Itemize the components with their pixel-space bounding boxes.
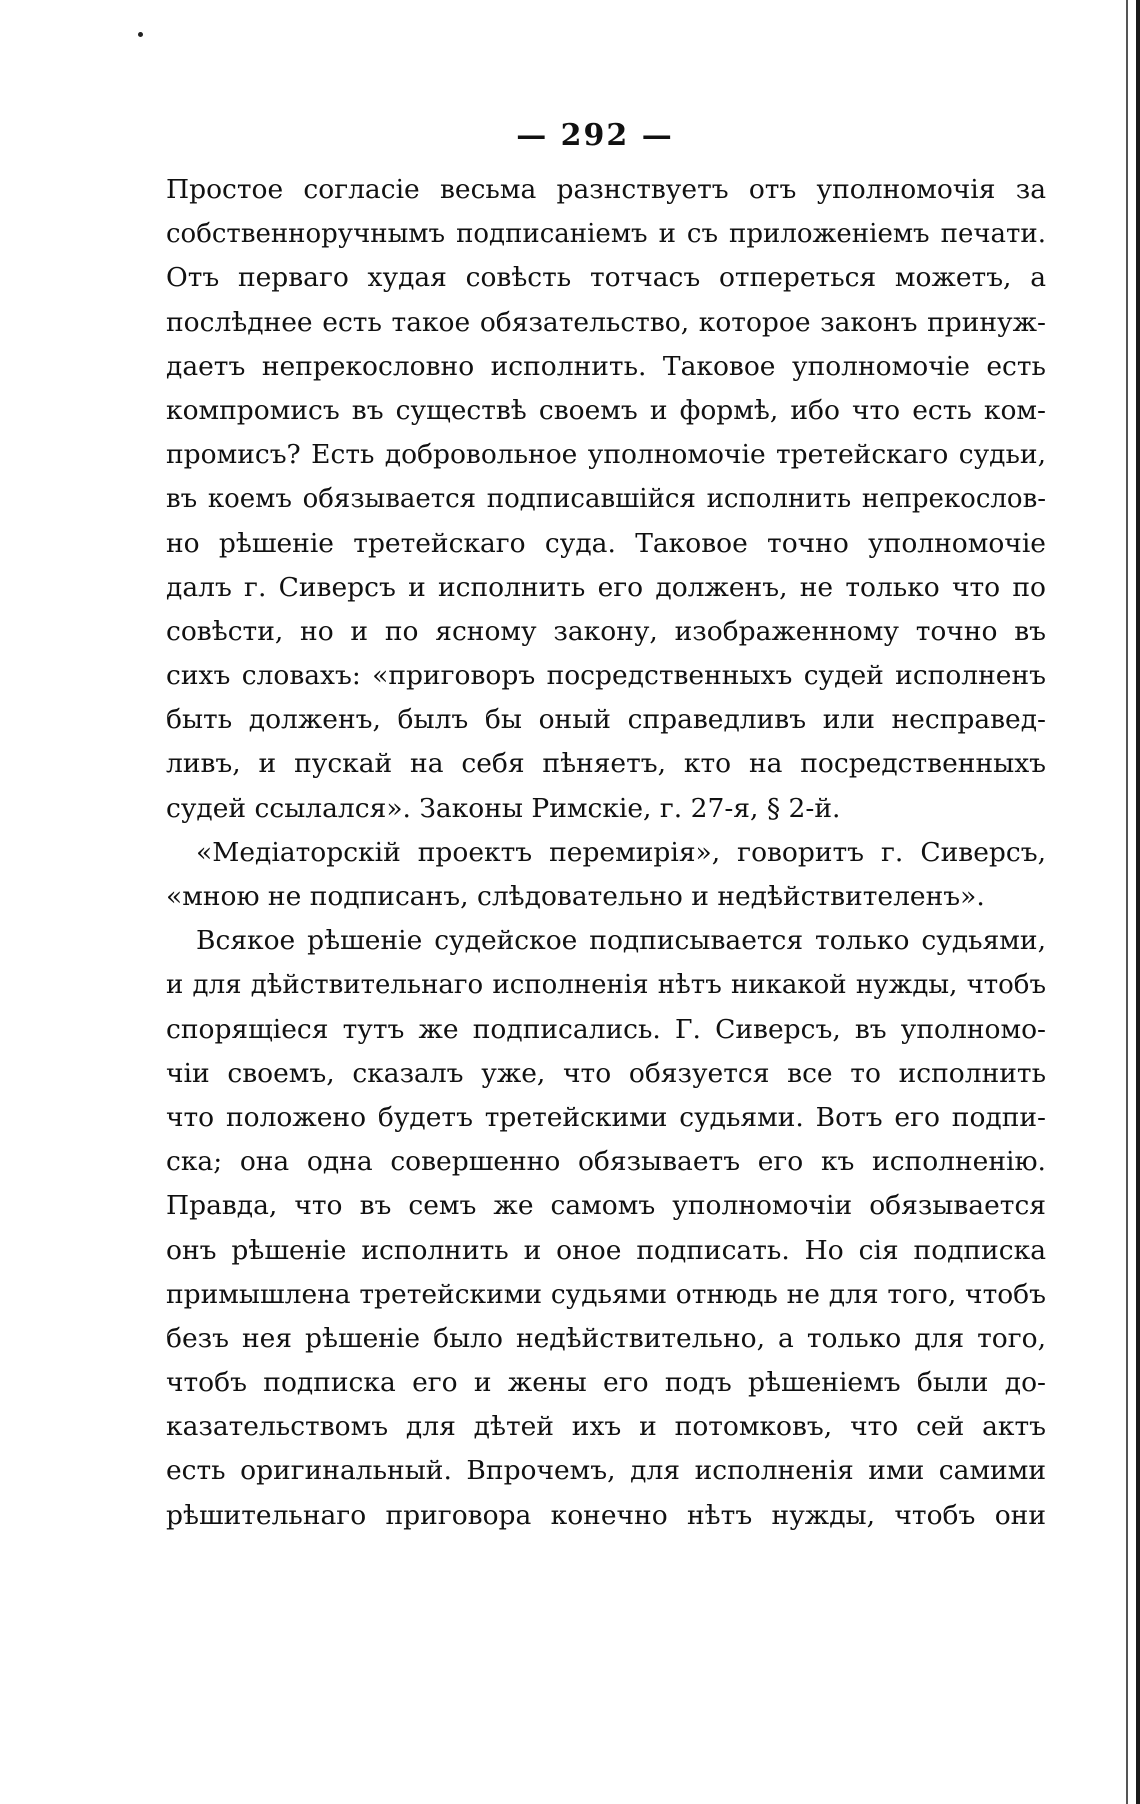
text-line: судей ссылался». Законы Римскіе, г. 27-я, § 2-й. (166, 792, 841, 824)
text-line: совѣсти, но и по ясному закону, изображенному точно въ (166, 615, 1046, 647)
text-line: примышлена третейскими судьями отнюдь не для того, чтобъ (166, 1278, 1046, 1310)
text-line: промисъ? Есть добровольное уполномочіе третейскаго судьи, (166, 439, 1046, 471)
text-line: «Медіаторскій проектъ перемирія», говоритъ г. Сиверсъ, (196, 836, 1046, 868)
page-number: — 292 — (516, 118, 674, 153)
text-line: чіи своемъ, сказалъ уже, что обязуется все то исполнить (166, 1057, 1046, 1089)
text-line: есть оригинальный. Впрочемъ, для исполненія ими самими (166, 1455, 1046, 1487)
text-line: ска; она одна совершенно обязываетъ его къ исполненію. (166, 1146, 1046, 1178)
text-line: чтобъ подписка его и жены его подъ рѣшеніемъ были до- (166, 1367, 1046, 1399)
scan-speck (138, 32, 143, 37)
text-line: компромисъ въ существѣ своемъ и формѣ, ибо что есть ком- (166, 394, 1046, 426)
text-line: и для дѣйствительнаго исполненія нѣтъ никакой нужды, чтобъ (166, 970, 1046, 1001)
text-line: «мною не подписанъ, слѣдовательно и недѣйствителенъ». (166, 881, 985, 912)
text-line: Отъ перваго худая совѣсть тотчасъ отпереться можетъ, а (166, 262, 1046, 294)
paragraph-3 (166, 919, 1046, 1538)
text-line: Простое согласіе весьма разнствуетъ отъ уполномочія за (166, 174, 1046, 205)
text-line: но рѣшеніе третейскаго суда. Таковое точно уполномочіе (166, 527, 1046, 559)
page-edge (1136, 0, 1140, 1804)
paragraph-1 (166, 168, 1046, 831)
text-line: въ коемъ обязывается подписавшійся исполнить непрекослов- (166, 484, 1046, 515)
text-line: казательствомъ для дѣтей ихъ и потомковъ, что сей актъ (166, 1411, 1046, 1443)
text-line: спорящіеся тутъ же подписались. Г. Сиверсъ, въ уполномо- (166, 1013, 1046, 1045)
text-line: собственноручнымъ подписаніемъ и съ приложеніемъ печати. (166, 219, 1046, 250)
text-line: даетъ непрекословно исполнить. Таковое уполномочіе есть (166, 350, 1046, 382)
text-line: Правда, что въ семъ же самомъ уполномочіи обязывается (166, 1190, 1046, 1222)
text-line: безъ нея рѣшеніе было недѣйствительно, а только для того, (166, 1322, 1046, 1354)
text-line: послѣднее есть такое обязательство, которое законъ принуж- (166, 306, 1046, 338)
paragraph-2 (166, 831, 1046, 919)
text-line: что положено будетъ третейскими судьями. Вотъ его подпи- (166, 1101, 1046, 1133)
text-line: далъ г. Сиверсъ и исполнить его долженъ, не только что по (166, 571, 1046, 603)
text-line: быть долженъ, былъ бы оный справедливъ или несправед- (166, 704, 1046, 736)
page-edge-shadow (1126, 0, 1128, 1804)
text-line: сихъ словахъ: «приговоръ посредственныхъ судей исполненъ (166, 660, 1046, 692)
text-line: Всякое рѣшеніе судейское подписывается только судьями, (196, 925, 1046, 957)
body-text (166, 168, 1046, 1538)
text-line: рѣшительнаго приговора конечно нѣтъ нужды, чтобъ они (166, 1499, 1046, 1531)
text-line: онъ рѣшеніе исполнить и оное подписать. Но сія подписка (166, 1234, 1046, 1266)
text-line: ливъ, и пускай на себя пѣняетъ, кто на посредственныхъ (166, 748, 1046, 780)
